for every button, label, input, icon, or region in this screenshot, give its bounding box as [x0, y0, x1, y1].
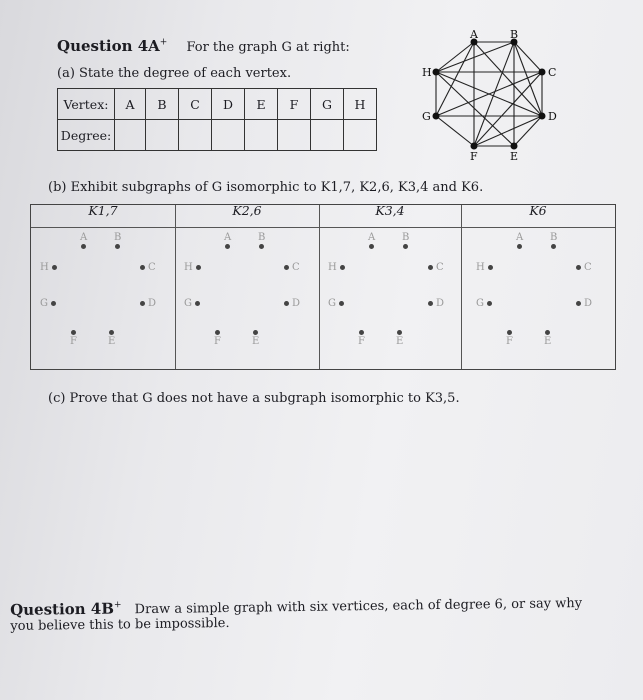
- vertex-dot: [359, 330, 364, 335]
- vertex-label: E: [252, 336, 260, 347]
- degree-cell[interactable]: [311, 120, 344, 151]
- degree-cell[interactable]: [179, 120, 212, 151]
- degree-cell[interactable]: [344, 120, 377, 151]
- vertex-dot: [140, 301, 145, 306]
- panel-vertex-e: [544, 330, 551, 347]
- vertex-dot: [195, 301, 200, 306]
- panel-title: K6: [529, 203, 547, 218]
- panel-vertex-h: [328, 262, 345, 273]
- panel-title: K3,4: [375, 203, 405, 218]
- graph-label-a: A: [470, 28, 478, 41]
- part-b-text: (b) Exhibit subgraphs of G isomorphic to K1,7, K2,6, K3,4 and K6.: [48, 180, 484, 195]
- panel-title: K2,6: [232, 203, 262, 218]
- degree-cell[interactable]: [278, 120, 311, 151]
- panel-vertex-h: [184, 262, 201, 273]
- vertex-label: E: [396, 336, 404, 347]
- panel-vertex-e: [396, 330, 403, 347]
- question-4b-title: Question 4B: [10, 599, 115, 619]
- vertex-label: A: [368, 232, 376, 243]
- vertex-dot: [507, 330, 512, 335]
- question-4b-sup: +: [113, 600, 122, 611]
- vertex-label: H: [476, 262, 485, 273]
- panel-vertex-e: [108, 330, 115, 347]
- vertex-cell: C: [179, 89, 212, 120]
- panel-vertex-f: [214, 330, 221, 347]
- vertex-dot: [576, 265, 581, 270]
- vertex-row: [58, 89, 377, 120]
- vertex-dot: [253, 330, 258, 335]
- vertex-label: D: [148, 298, 157, 309]
- panel-vertex-c: [140, 262, 156, 273]
- graph-node-g: [433, 113, 440, 120]
- vertex-label: F: [506, 336, 513, 347]
- panel-title: K1,7: [88, 203, 118, 218]
- vertex-dot: [576, 301, 581, 306]
- vertex-header: Vertex:: [58, 89, 115, 120]
- question-4a-intro: For the graph G at right:: [186, 40, 350, 55]
- question-4b-line2: you believe this to be impossible.: [10, 615, 230, 634]
- graph-edges: [436, 42, 542, 146]
- vertex-dot: [403, 244, 408, 249]
- vertex-dot: [225, 244, 230, 249]
- vertex-label: G: [40, 298, 48, 309]
- panel-vertex-c: [576, 262, 592, 273]
- vertex-dot: [115, 244, 120, 249]
- graph-label-d: D: [548, 110, 557, 123]
- panel-vertex-e: [252, 330, 259, 347]
- degree-cell[interactable]: [146, 120, 179, 151]
- panel-vertex-b: [402, 232, 409, 249]
- vertex-label: B: [258, 232, 266, 243]
- vertex-dot: [428, 301, 433, 306]
- panel-vertex-d: [140, 298, 156, 309]
- vertex-dot: [488, 265, 493, 270]
- vertex-cell: D: [212, 89, 245, 120]
- graph-label-b: B: [510, 28, 519, 41]
- panel-vertex-d: [284, 298, 300, 309]
- panel-vertex-h: [476, 262, 493, 273]
- degree-cell[interactable]: [212, 120, 245, 151]
- vertex-label: A: [516, 232, 524, 243]
- vertex-cell: B: [146, 89, 179, 120]
- vertex-label: D: [584, 298, 593, 309]
- panel-vertex-b: [258, 232, 265, 249]
- vertex-cell: A: [115, 89, 146, 120]
- vertex-dot: [71, 330, 76, 335]
- vertex-label: C: [148, 262, 156, 273]
- vertex-dot: [109, 330, 114, 335]
- vertex-label: B: [114, 232, 122, 243]
- vertex-dot: [196, 265, 201, 270]
- vertex-dot: [369, 244, 374, 249]
- vertex-label: C: [584, 262, 592, 273]
- vertex-label: C: [292, 262, 300, 273]
- vertex-dot: [140, 265, 145, 270]
- vertex-label: E: [108, 336, 116, 347]
- vertex-dot: [284, 301, 289, 306]
- graph-label-g: G: [422, 110, 431, 123]
- vertex-label: E: [544, 336, 552, 347]
- part-a-text: (a) State the degree of each vertex.: [57, 66, 292, 81]
- panel-vertex-a: [80, 232, 87, 249]
- vertex-cell: H: [344, 89, 377, 120]
- degree-table: [57, 88, 377, 151]
- vertex-dot: [340, 265, 345, 270]
- graph-node-h: [433, 69, 440, 76]
- graph-node-e: [511, 143, 518, 150]
- vertex-dot: [81, 244, 86, 249]
- vertex-dot: [551, 244, 556, 249]
- part-c-text: (c) Prove that G does not have a subgraph isomorphic to K3,5.: [48, 391, 460, 406]
- vertex-cell: G: [311, 89, 344, 120]
- vertex-label: H: [328, 262, 337, 273]
- panel-vertex-f: [506, 330, 513, 347]
- vertex-dot: [517, 244, 522, 249]
- vertex-dot: [215, 330, 220, 335]
- graph-node-f: [471, 143, 478, 150]
- vertex-cell: F: [278, 89, 311, 120]
- vertex-label: D: [292, 298, 301, 309]
- graph-label-f: F: [470, 150, 478, 163]
- vertex-label: H: [184, 262, 193, 273]
- question-4b: [10, 592, 610, 634]
- vertex-label: G: [476, 298, 484, 309]
- panel-vertex-b: [550, 232, 557, 249]
- graph-label-h: H: [422, 66, 432, 79]
- graph-node-d: [539, 113, 546, 120]
- vertex-dot: [487, 301, 492, 306]
- panel-vertex-g: [328, 298, 344, 309]
- vertex-label: H: [40, 262, 49, 273]
- panel-vertex-a: [368, 232, 375, 249]
- vertex-templates: [30, 204, 614, 368]
- vertex-dot: [284, 265, 289, 270]
- question-4a-title: Question 4A: [57, 37, 160, 55]
- panel-vertex-d: [576, 298, 592, 309]
- vertex-cell: E: [245, 89, 278, 120]
- vertex-label: C: [436, 262, 444, 273]
- vertex-dot: [397, 330, 402, 335]
- vertex-label: A: [224, 232, 232, 243]
- vertex-label: F: [358, 336, 365, 347]
- vertex-label: F: [214, 336, 221, 347]
- degree-header: Degree:: [58, 120, 115, 151]
- panel-vertex-a: [224, 232, 231, 249]
- question-4a-header: [57, 36, 350, 55]
- vertex-label: F: [70, 336, 77, 347]
- graph-node-c: [539, 69, 546, 76]
- vertex-dot: [259, 244, 264, 249]
- vertex-label: G: [184, 298, 192, 309]
- graph-label-e: E: [510, 150, 519, 163]
- vertex-dot: [51, 301, 56, 306]
- vertex-dot: [52, 265, 57, 270]
- degree-row: [58, 120, 377, 151]
- vertex-label: A: [80, 232, 88, 243]
- vertex-dot: [545, 330, 550, 335]
- panel-vertex-f: [70, 330, 77, 347]
- panel-vertex-d: [428, 298, 444, 309]
- graph-g: [418, 28, 578, 168]
- graph-label-c: C: [548, 66, 557, 79]
- vertex-label: B: [550, 232, 558, 243]
- panel-vertex-g: [40, 298, 56, 309]
- panel-vertex-a: [516, 232, 523, 249]
- panel-vertex-g: [476, 298, 492, 309]
- vertex-label: B: [402, 232, 410, 243]
- degree-cell[interactable]: [115, 120, 146, 151]
- question-4b-line1: Draw a simple graph with six vertices, each of degree 6, or say why: [134, 596, 583, 618]
- vertex-dot: [428, 265, 433, 270]
- panel-vertex-c: [428, 262, 444, 273]
- vertex-label: D: [436, 298, 445, 309]
- vertex-dot: [339, 301, 344, 306]
- panel-vertex-g: [184, 298, 200, 309]
- question-4a-sup: +: [159, 37, 168, 48]
- degree-cell[interactable]: [245, 120, 278, 151]
- vertex-label: G: [328, 298, 336, 309]
- panel-vertex-b: [114, 232, 121, 249]
- panel-vertex-f: [358, 330, 365, 347]
- panel-vertex-c: [284, 262, 300, 273]
- panel-vertex-h: [40, 262, 57, 273]
